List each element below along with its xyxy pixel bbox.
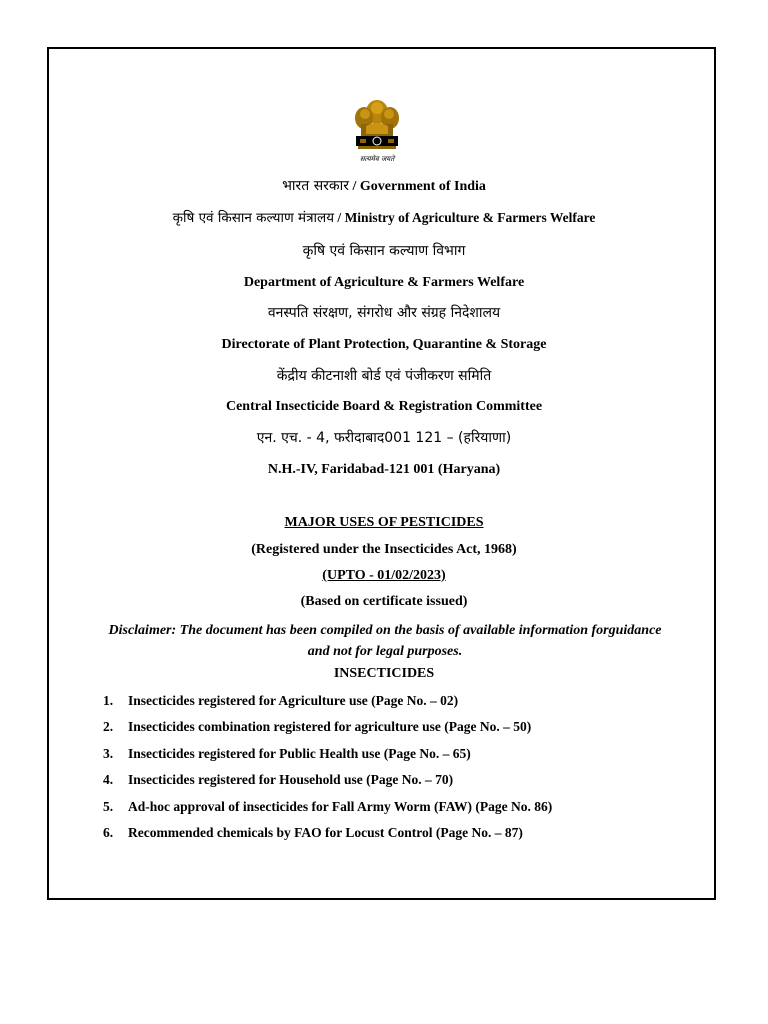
department-english: Department of Agriculture & Farmers Welfare [243, 275, 525, 290]
section-heading: INSECTICIDES [333, 666, 435, 681]
registration-note: (Registered under the Insecticides Act, 1968) [251, 542, 517, 557]
separator: / [349, 179, 360, 194]
ministry-hindi: कृषि एवं किसान कल्याण मंत्रालय [172, 210, 335, 226]
list-item-number: 5. [103, 798, 114, 814]
list-item [103, 691, 552, 717]
board-hindi: केंद्रीय कीटनाशी बोर्ड एवं पंजीकरण समिति [276, 368, 492, 384]
list-item [103, 744, 552, 770]
list-item-number: 6. [103, 824, 114, 840]
disclaimer-text-line2: and not for legal purposes. [307, 644, 463, 659]
list-item [103, 770, 552, 796]
list-item-text: Recommended chemicals by FAO for Locust Control (Page No. – 87) [128, 824, 523, 840]
address-english: N.H.-IV, Faridabad-121 001 (Haryana) [267, 462, 501, 477]
document-title: MAJOR USES OF PESTICIDES [284, 515, 484, 530]
list-item [103, 823, 552, 849]
list-item-text: Insecticides registered for Agriculture use (Page No. – 02) [128, 693, 459, 708]
ministry-english: Ministry of Agriculture & Farmers Welfare [344, 210, 596, 225]
list-item-text: Insecticides registered for Household use (Page No. – 70) [128, 772, 454, 788]
government-line [0, 176, 768, 195]
list-item-text: Ad-hoc approval of insecticides for Fall Army Worm (FAW) (Page No. 86) [128, 798, 553, 814]
directorate-hindi: वनस्पति संरक्षण, संगरोध और संग्रह निदेशालय [267, 305, 501, 321]
list-item-number: 1. [103, 693, 114, 708]
list-item-number: 3. [103, 745, 114, 761]
government-hindi: भारत सरकार [282, 178, 350, 194]
list-item [103, 797, 552, 823]
validity-date: (UPTO - 01/02/2023) [322, 568, 446, 583]
ministry-line [0, 208, 768, 226]
list-item-text: Insecticides registered for Public Health use (Page No. – 65) [128, 745, 471, 761]
separator: / [334, 210, 345, 225]
list-item [103, 717, 552, 743]
disclaimer-text-line1: : The document has been compiled on the basis of available information forguidance [171, 623, 662, 638]
board-english: Central Insecticide Board & Registration Committee [225, 399, 543, 414]
emblem-caption: सत्यमेव जयते [359, 155, 395, 163]
certificate-note: (Based on certificate issued) [300, 594, 468, 609]
list-item-number: 2. [103, 719, 114, 735]
disclaimer-label: Disclaimer [108, 623, 172, 638]
government-english: Government of India [359, 179, 486, 194]
contents-list [103, 691, 552, 849]
address-hindi: एन. एच. - 4, फरीदाबाद001 121 – (हरियाणा) [256, 430, 512, 446]
disclaimer [60, 620, 710, 662]
directorate-english: Directorate of Plant Protection, Quarantine & Storage [221, 337, 547, 352]
department-hindi: कृषि एवं किसान कल्याण विभाग [302, 243, 466, 259]
list-item-number: 4. [103, 772, 114, 788]
list-item-text: Insecticides combination registered for agriculture use (Page No. – 50) [128, 719, 532, 735]
